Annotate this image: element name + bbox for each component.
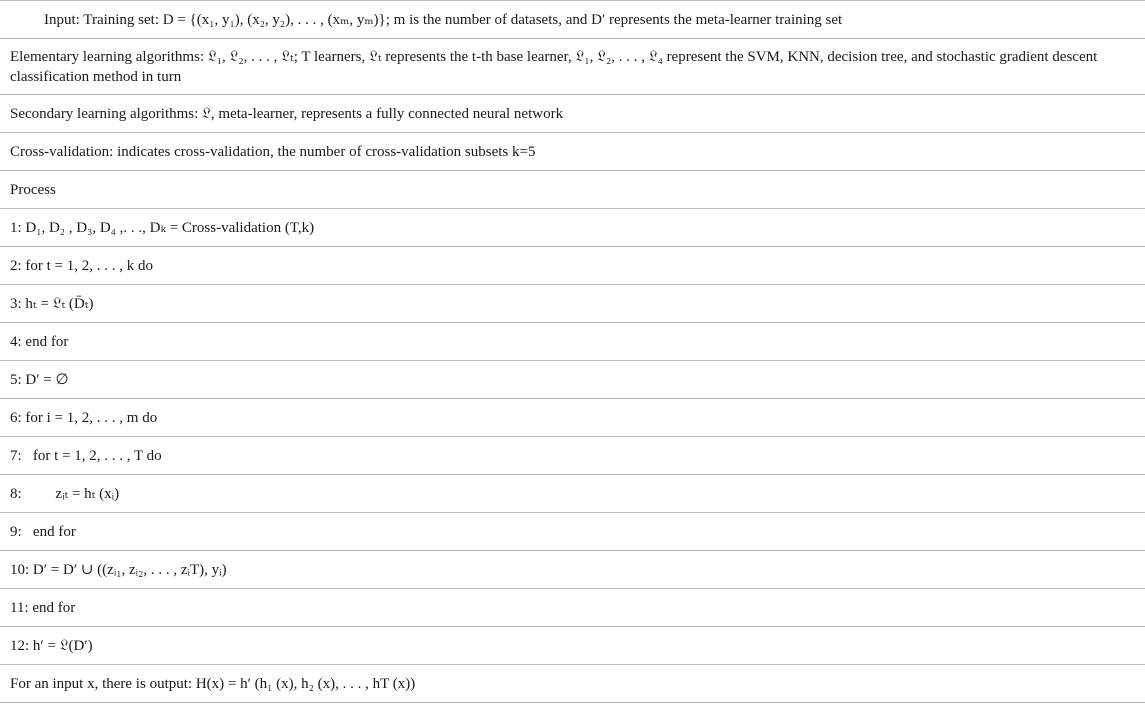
- elementary-row-text: Elementary learning algorithms: 𝔏₁, 𝔏₂, . . . , 𝔏ₜ; T learners, 𝔏ₜ represents the t-th base learner, 𝔏₁, 𝔏₂, . . . , 𝔏₄ represent the SVM, KNN, decision tree, and stochastic gradient descent classification method in turn: [10, 48, 1098, 85]
- table-row: [0, 247, 1145, 285]
- table-row: [0, 1, 1145, 39]
- table-row: [0, 361, 1145, 399]
- process-heading: Process: [10, 181, 56, 198]
- step-5: 5: D′ = ∅: [10, 371, 69, 388]
- table-row: [0, 209, 1145, 247]
- table-row: [0, 323, 1145, 361]
- table-row: [0, 589, 1145, 627]
- cross-validation-row-text: Cross-validation: indicates cross-validation, the number of cross-validation subsets k=5: [10, 143, 536, 160]
- step-1: 1: D₁, D₂ , D₃, D₄ ,. . ., Dₖ = Cross-validation (T,k): [10, 219, 315, 236]
- step-8: 8: zᵢₜ = hₜ (xᵢ): [10, 485, 120, 502]
- output-row-text: For an input x, there is output: H(x) = h′ (h₁ (x), h₂ (x), . . . , hT (x)): [10, 675, 416, 692]
- step-4: 4: end for: [10, 333, 69, 350]
- table-row: [0, 475, 1145, 513]
- table-row: [0, 665, 1145, 703]
- step-2: 2: for t = 1, 2, . . . , k do: [10, 257, 154, 274]
- table-row: [0, 133, 1145, 171]
- table-row: [0, 627, 1145, 665]
- table-row: [0, 39, 1145, 95]
- table-row: [0, 95, 1145, 133]
- table-row: [0, 171, 1145, 209]
- step-7: 7: for t = 1, 2, . . . , T do: [10, 447, 162, 464]
- step-3: 3: hₜ = 𝔏ₜ (D̄ₜ): [10, 295, 94, 312]
- step-12: 12: h′ = 𝔏(D′): [10, 637, 93, 654]
- step-11: 11: end for: [10, 599, 76, 616]
- step-6: 6: for i = 1, 2, . . . , m do: [10, 409, 158, 426]
- table-row: [0, 551, 1145, 589]
- input-row-text: Input: Training set: D = {(x₁, y₁), (x₂, y₂), . . . , (xₘ, yₘ)}; m is the number of datasets, and D′ represents the meta-learner training set: [44, 11, 843, 28]
- table-row: [0, 513, 1145, 551]
- table-row: [0, 285, 1145, 323]
- secondary-row-text: Secondary learning algorithms: 𝔏, meta-learner, represents a fully connected neural network: [10, 105, 564, 122]
- table-row: [0, 399, 1145, 437]
- step-9: 9: end for: [10, 523, 76, 540]
- table-row: [0, 437, 1145, 475]
- step-10: 10: D′ = D′ ∪ ((zᵢ₁, zᵢ₂, . . . , zᵢT), yᵢ): [10, 561, 227, 578]
